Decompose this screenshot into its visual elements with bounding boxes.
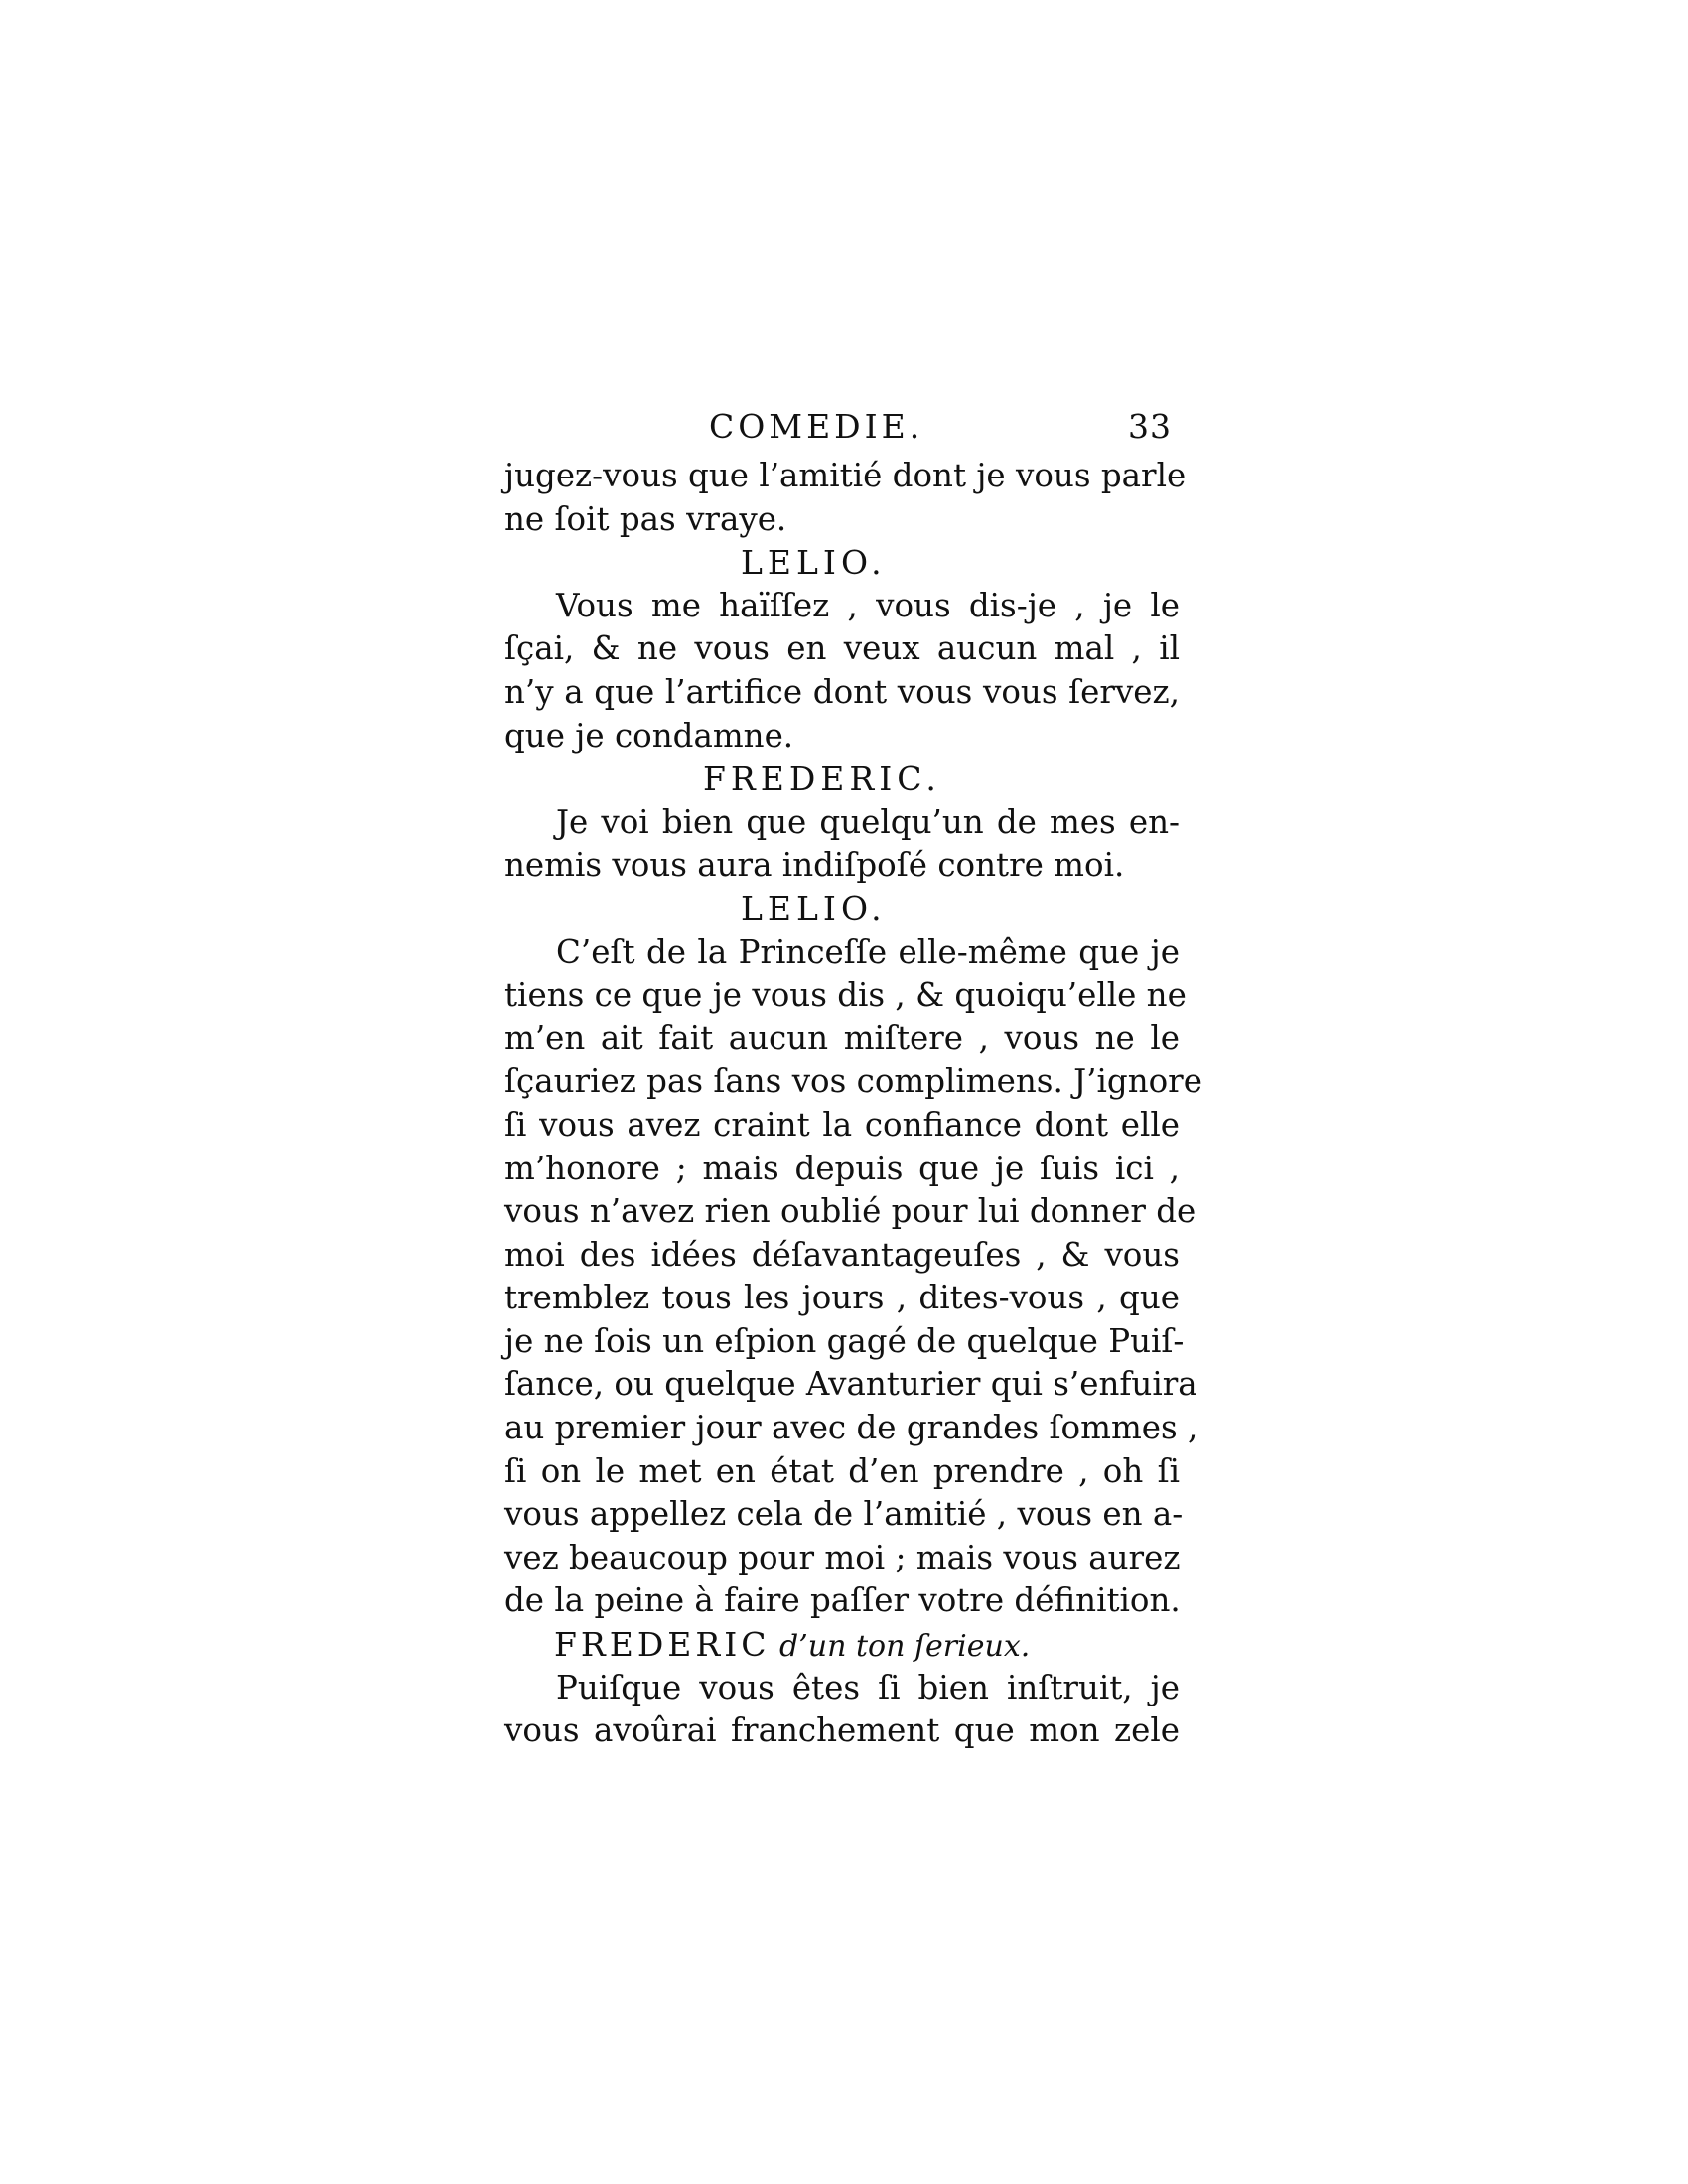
speaker-name: [504, 1623, 1180, 1667]
text-line: je ne ſois un eſpion gagé de quelque Puiſ-: [504, 1321, 1185, 1360]
text-line: ſi on le met en état d’en prendre , oh ſi: [504, 1451, 1180, 1490]
text-line: m’en ait fait aucun miſtere , vous ne le: [504, 1019, 1180, 1057]
running-title: COMEDIE.: [709, 407, 924, 446]
text-line: Puiſque vous êtes ſi bien inſtruit, je: [556, 1668, 1180, 1706]
text-line: au premier jour avec de grandes ſommes ,: [504, 1409, 1198, 1447]
text-line: ſçai, & ne vous en veux aucun mal , il: [504, 629, 1180, 668]
text-line: ſçauriez pas ſans vos complimens. J’ignore: [504, 1062, 1202, 1101]
speaker-name: FREDERIC.: [703, 759, 941, 799]
text-line: ne ſoit pas vraye.: [504, 499, 787, 538]
text-line: tremblez tous les jours , dites-vous , que: [504, 1279, 1180, 1317]
page-number: 33: [1128, 407, 1172, 446]
text-line: ſi vous avez craint la confiance dont elle: [504, 1105, 1180, 1144]
text-lines: [504, 455, 1202, 1753]
text-line: vez beaucoup pour moi ; mais vous aurez: [504, 1538, 1181, 1576]
stage-direction: d’un ton ſerieux.: [770, 1629, 1031, 1665]
text-line: m’honore ; mais depuis que je ſuis ici ,: [504, 1149, 1180, 1187]
text-line: nemis vous aura indiſpoſé contre moi.: [504, 846, 1125, 885]
text-line: tiens ce que je vous dis , & quoiqu’elle ne: [504, 976, 1187, 1015]
text-line: Je voi bien que quelqu’un de mes en-: [556, 802, 1180, 841]
text-line: jugez-vous que l’amitié dont je vous parle: [504, 457, 1187, 494]
text-line: de la peine à faire paſſer votre définition.: [504, 1581, 1181, 1620]
text-line: C’eſt de la Princeſſe elle-même que je: [556, 932, 1180, 971]
text-line: vous avoûrai franchement que mon zele: [504, 1711, 1180, 1750]
text-line: vous n’avez rien oublié pour lui donner de: [504, 1192, 1196, 1231]
text-line: Vous me haïſſez , vous dis-je , je le: [556, 586, 1180, 624]
text-line: que je condamne.: [504, 716, 794, 754]
text-block: [504, 407, 1202, 1753]
text-line: n’y a que l’artifice dont vous vous ſervez,: [504, 672, 1180, 711]
running-head: [504, 407, 1180, 455]
speaker-name: LELIO.: [741, 543, 887, 583]
text-line: ſance, ou quelque Avanturier qui s’enfuira: [504, 1365, 1197, 1404]
text-line: moi des idées déſavantageuſes , & vous: [504, 1235, 1180, 1274]
text-line: vous appellez cela de l’amitié , vous en a-: [504, 1495, 1184, 1534]
speaker-label: FREDERIC: [554, 1625, 771, 1665]
speaker-name: LELIO.: [741, 888, 887, 928]
